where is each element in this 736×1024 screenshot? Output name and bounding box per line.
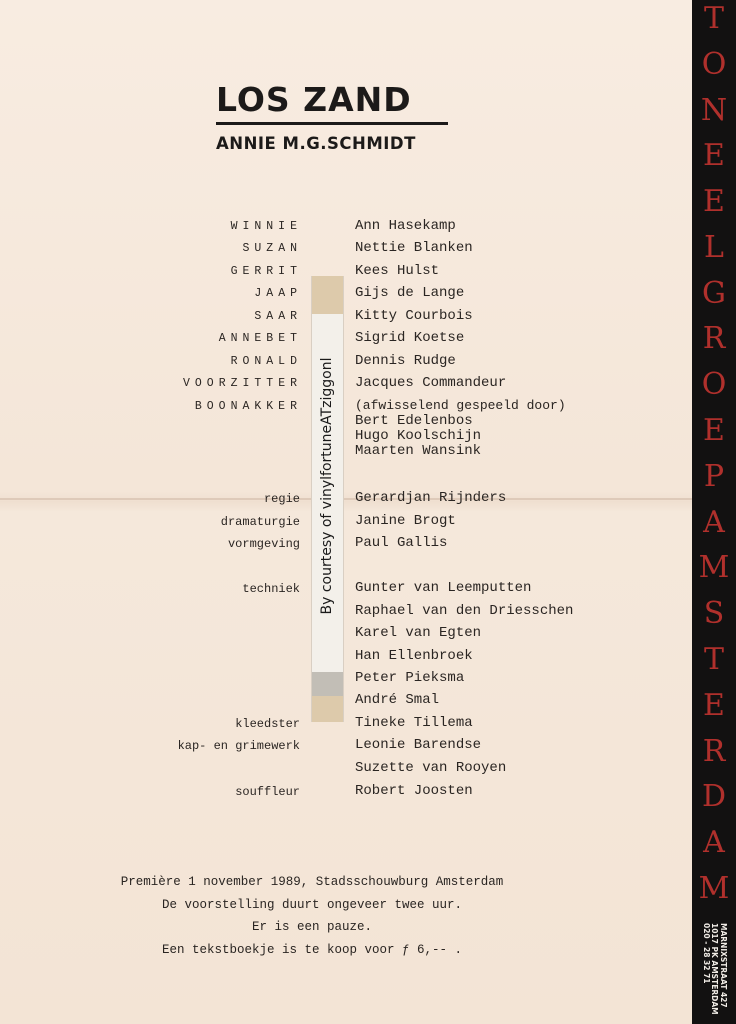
cast-actor: Sigrid Koetse — [355, 330, 465, 346]
crew-label: dramaturgie — [220, 515, 300, 529]
taped-watermark-strip — [311, 276, 344, 722]
crew-name: Robert Joosten — [355, 783, 473, 799]
company-name-letter: S — [703, 596, 725, 632]
address-line: MARNIXSTRAAT 427 — [718, 923, 728, 1008]
company-name-letter: E — [703, 687, 725, 723]
company-name-letter: A — [703, 825, 725, 861]
crew-label: souffleur — [235, 785, 300, 799]
crew-name: Suzette van Rooyen — [355, 760, 507, 776]
cast-role: RONALD — [230, 355, 302, 368]
cast-actor-note: (afwisselend gespeeld door) — [355, 398, 566, 413]
cast-role: VOORZITTER — [182, 377, 302, 390]
cast-actor: Kees Hulst — [355, 263, 440, 279]
crew-label: vormgeving — [227, 537, 300, 551]
company-name-letter: A — [703, 504, 725, 540]
company-name-letter: M — [698, 870, 730, 906]
company-name-letter: D — [701, 779, 727, 815]
address-line: 1017 PK AMSTERDAM — [710, 923, 720, 1015]
company-name-letter: O — [701, 367, 727, 403]
alternate-actor: Hugo Koolschijn — [355, 428, 482, 444]
duration-line: De voorstelling duurt ongeveer twee uur. — [161, 898, 463, 912]
cast-actor: Kitty Courbois — [355, 308, 473, 324]
crew-label: regie — [263, 492, 300, 506]
cast-role: GERRIT — [230, 265, 302, 278]
cast-actor: Ann Hasekamp — [355, 218, 456, 234]
crew-name: Gerardjan Rijnders — [355, 490, 507, 506]
title-rule — [216, 122, 448, 125]
company-name-letter: E — [703, 138, 725, 174]
company-name-letter: E — [703, 413, 725, 449]
crew-name: Tineke Tillema — [355, 715, 473, 731]
company-name-letter: T — [703, 1, 724, 36]
cast-role: BOONAKKER — [194, 400, 302, 413]
cast-actor: Dennis Rudge — [355, 353, 456, 369]
cast-actor: Nettie Blanken — [355, 240, 473, 256]
company-name-letter: E — [703, 184, 725, 220]
cast-role: ANNEBET — [218, 332, 302, 345]
company-name-letter: R — [702, 321, 726, 357]
crew-label: kap- en grimewerk — [177, 739, 300, 753]
company-name-letter: O — [701, 46, 727, 82]
company-name-vertical — [692, 1, 736, 906]
crew-name: Karel van Egten — [355, 625, 482, 641]
crew-name: Han Ellenbroek — [355, 648, 473, 664]
cast-role: WINNIE — [230, 220, 302, 233]
crew-name: Raphael van den Driesschen — [355, 603, 574, 619]
paper-fold — [0, 498, 692, 500]
watermark-text: By courtesy of vinylfortuneATziggonl — [319, 357, 335, 615]
alternate-actor: Maarten Wansink — [355, 443, 482, 459]
crew-name: Janine Brogt — [355, 513, 456, 529]
tape-piece — [312, 672, 343, 696]
author-name: ANNIE M.G.SCHMIDT — [216, 134, 416, 153]
pause-line: Er is een pauze. — [251, 920, 373, 934]
cast-role: SAAR — [254, 310, 302, 323]
script-price-line: Een tekstboekje is te koop voor ƒ 6,-- . — [161, 943, 463, 957]
tape-piece — [312, 276, 343, 314]
company-name-letter: N — [700, 92, 728, 128]
company-name-letter: P — [703, 458, 725, 494]
play-title: LOS ZAND — [216, 80, 412, 119]
company-name-letter: L — [704, 229, 724, 265]
alternate-actor: Bert Edelenbos — [355, 413, 473, 429]
company-name-letter: M — [698, 550, 730, 586]
phone-line: 020 - 28 32 71 — [701, 923, 711, 984]
cast-role: SUZAN — [242, 242, 302, 255]
crew-name: Gunter van Leemputten — [355, 580, 532, 596]
crew-label: techniek — [242, 582, 300, 596]
crew-name: Leonie Barendse — [355, 737, 482, 753]
company-name-letter: G — [702, 275, 726, 311]
cast-actor: Jacques Commandeur — [355, 375, 507, 391]
crew-label: kleedster — [235, 717, 300, 731]
company-address — [701, 923, 727, 1019]
company-name-letter: R — [702, 733, 726, 769]
cast-actor: Gijs de Lange — [355, 285, 465, 301]
crew-name: André Smal — [355, 692, 440, 708]
company-sidebar — [692, 0, 736, 1024]
cast-role: JAAP — [254, 287, 302, 300]
crew-name: Paul Gallis — [355, 535, 448, 551]
company-name-letter: T — [703, 641, 724, 677]
tape-piece — [312, 696, 343, 722]
crew-name: Peter Pieksma — [355, 670, 465, 686]
premiere-line: Première 1 november 1989, Stadsschouwburg Amsterdam — [120, 875, 504, 889]
